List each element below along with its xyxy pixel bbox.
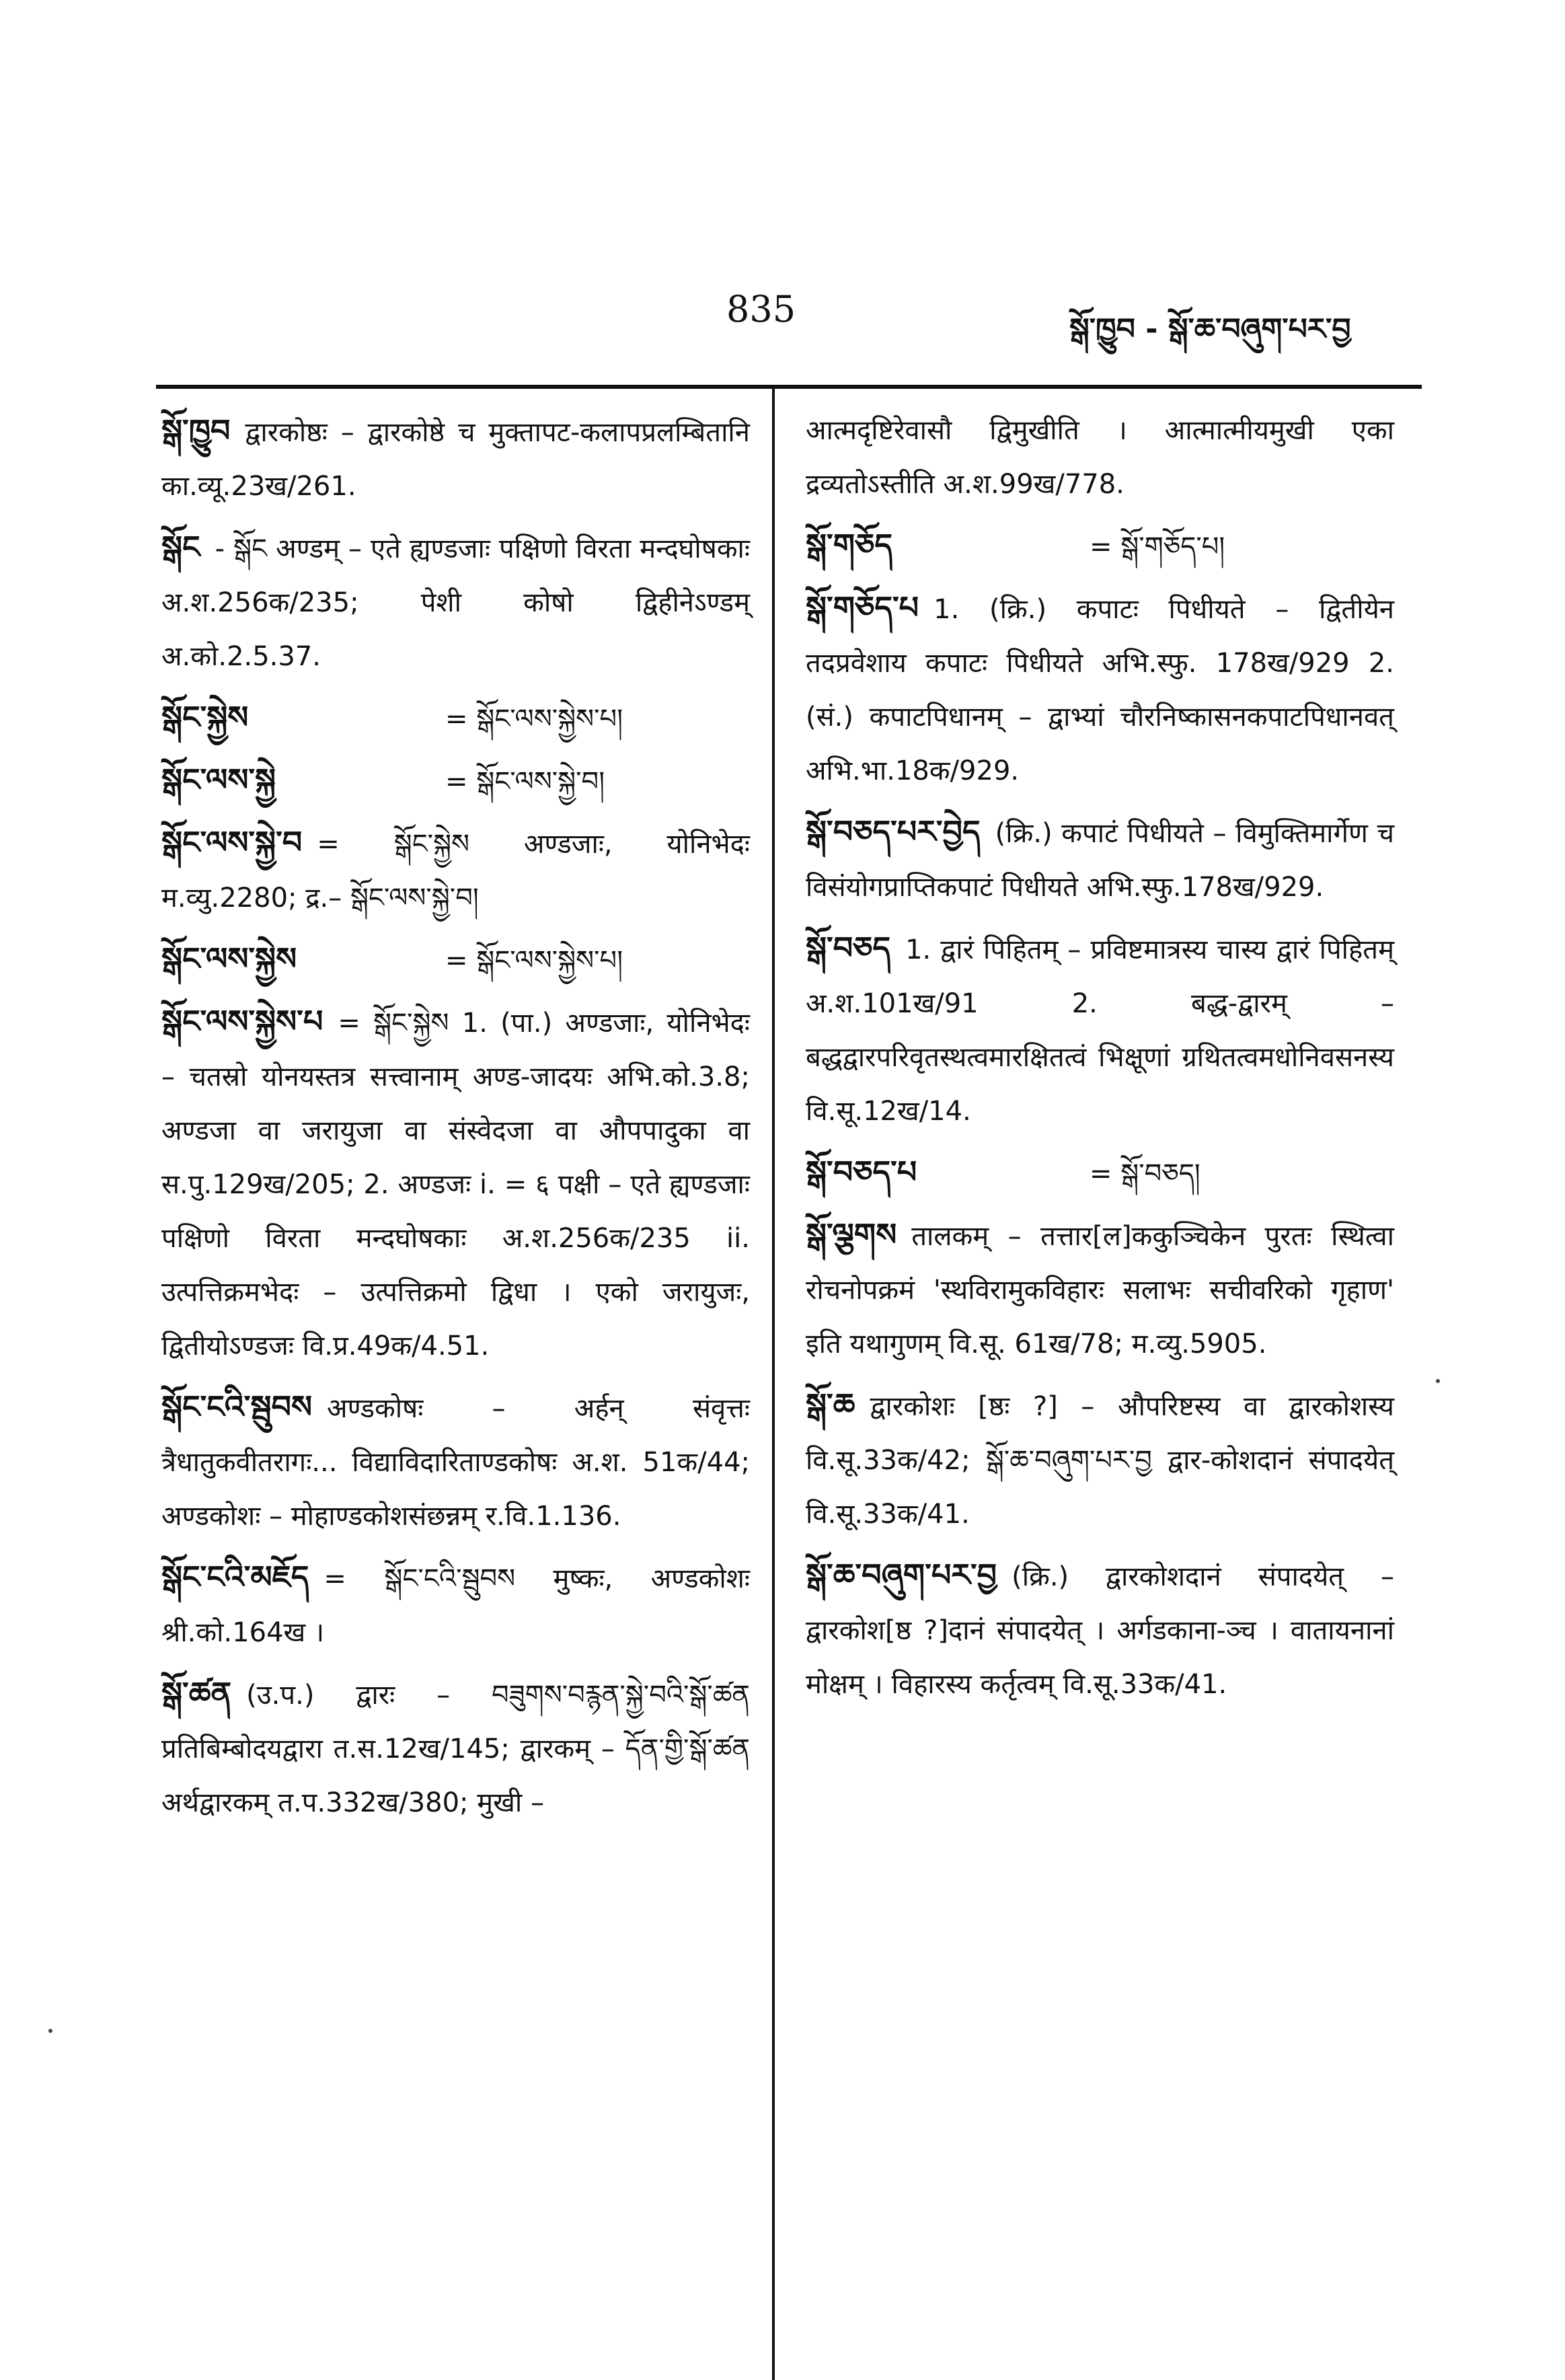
entry-definition: तालकम् – तत्तार[ल]ककुञ्चिकेन पुरतः स्थित्वा रोचनोपक्रमं 'स्थविरामुकविहारः सलाभः सचीवरिको गृहाण' इति यथागुणम् वि.सू. 61ख/78; म.व्यु.5905. xyxy=(806,1221,1394,1360)
dictionary-entry xyxy=(161,520,750,683)
dictionary-entry xyxy=(161,1666,750,1830)
entry-headword: སྒོ་ཆ་བཞུག་པར་བྱ xyxy=(806,1557,997,1593)
dictionary-entry xyxy=(806,581,1394,798)
dictionary-entry xyxy=(161,1380,750,1543)
entry-headword: སྒོང་ལས་སྐྱེས xyxy=(161,940,297,977)
dictionary-entry xyxy=(806,1145,1394,1201)
dictionary-entry xyxy=(806,1207,1394,1371)
dictionary-entry xyxy=(161,994,750,1373)
entry-headword: སྒོང་ལས་སྐྱེས་པ xyxy=(161,1003,323,1039)
entry-definition: 1. (क्रि.) कपाटः पिधीयते – द्वितीयेन तदप्रवेशाय कपाटः पिधीयते अभि.स्फु. 178ख/929 2. (सं.) कपाटपिधानम् – द्वाभ्यां चौरनिष्कासनकपाटपिधानवत् अभि.भा.18क/929. xyxy=(806,594,1394,786)
entry-definition: = སྒོང་ལས་སྐྱེ་བ། xyxy=(445,766,605,797)
entry-definition: अण्डकोषः – अर्हन् संवृत्तः त्रैधातुकवीतरागः... विद्याविदारिताण्डकोषः अ.श. 51क/44; अण्डकोशः – मोहाण्डकोशसंछन्नम् र.वि.1.136. xyxy=(161,1393,750,1532)
dictionary-entry xyxy=(161,815,750,925)
dictionary-entry xyxy=(161,1550,750,1660)
entry-definition: 1. द्वारं पिहितम् – प्रविष्टमात्रस्य चास्य द्वारं पिहितम् अ.श.101ख/91 2. बद्ध-द्वारम् – बद्धद्वारपरिवृतस्थत्वमारक्षितत्वं भिक्षूणां ग्रथितत्वमधोनिवसनस्य वि.सू.12ख/14. xyxy=(806,934,1394,1127)
entry-definition: = སྒོང་ལས་སྐྱེས་པ། xyxy=(445,945,623,976)
entry-definition: = སྒོང་ལས་སྐྱེས་པ། xyxy=(445,704,623,735)
dictionary-entry-continued xyxy=(806,404,1394,511)
entry-headword: སྒོ་ཆ xyxy=(806,1386,855,1423)
entry-headword: སྒོ་བཅད xyxy=(806,930,891,966)
margin-speck xyxy=(48,2029,52,2033)
entry-headword: སྒོ་གཅོད་པ xyxy=(806,589,919,626)
guide-words: སྒོ་ཁྱུབ - སྒོ་ཆ་བཞུག་པར་བྱ xyxy=(1069,312,1351,346)
entry-headword: སྒོ་གཅོད xyxy=(806,527,892,563)
entry-headword: སྒོང་ལས་སྐྱེ xyxy=(161,761,276,798)
entry-definition: = སྒོང་ངའི་སྦུབས मुष्कः, अण्डकोशः श्री.को.164ख । xyxy=(161,1563,750,1648)
entry-headword: སྒོ་ལྕགས xyxy=(806,1216,897,1253)
entry-definition: (क्रि.) कपाटं पिधीयते – विमुक्तिमार्गेण च विसंयोगप्राप्तिकपाटं पिधीयते अभि.स्फु.178ख/929. xyxy=(806,818,1394,903)
entry-definition: (क्रि.) द्वारकोशदानं संपादयेत् – द्वारकोश[ष्ठ ?]दानं संपादयेत् । अर्गडकाना-ञ्च । वातायनानां मोक्षम् । विहारस्य कर्तृत्वम् वि.सू.33क/41. xyxy=(806,1561,1394,1700)
entry-definition: = སྒོ་གཅོད་པ། xyxy=(1090,531,1225,562)
entry-definition: (उ.प.) द्वारः – བཟུགས་བརྙན་སྐྱེ་བའི་སྒོ་ཚན प्रतिबिम्बोदयद्वारा त.स.12ख/145; द्वारकम् – དོན་གྱི་སྒོ་ཚན अर्थद्वारकम् त.प.332ख/380; मुखी – xyxy=(161,1680,750,1818)
entry-headword: སྒོ་བཅད་པ xyxy=(806,1154,917,1190)
dictionary-entry xyxy=(161,932,750,988)
dictionary-entry xyxy=(806,1548,1394,1711)
dictionary-entry xyxy=(806,921,1394,1138)
left-column xyxy=(161,404,750,1836)
entry-definition: = སྒོང་སྐྱེས 1. (पा.) अण्डजाः, योनिभेदः – चतस्रो योनयस्तत्र सत्त्वानाम् अण्ड-जादयः अभि.को.3.8; अण्डजा वा जरायुजा वा संस्वेदजा वा औपपादुका वा स.पु.129ख/205; 2. अण्डजः i. = ६ पक्षी – एते ह्यण्डजाः पक्षिणो विरता मन्दघोषकाः अ.श.256क/235 ii. उत्पत्तिक्रमभेदः – उत्पत्तिक्रमो द्विधा । एको जरायुजः, द्वितीयोऽण्डजः वि.प्र.49क/4.51. xyxy=(161,1008,750,1362)
dictionary-entry xyxy=(161,753,750,809)
dictionary-entry xyxy=(806,1378,1394,1541)
entry-definition: - སྒོང अण्डम् – एते ह्यण्डजाः पक्षिणो विरता मन्दघोषकाः अ.श.256क/235; पेशी कोषो द्विहीनेऽण्डम् अ.को.2.5.37. xyxy=(161,533,750,672)
entry-headword: སྒོ་བཅད་པར་བྱེད xyxy=(806,813,981,850)
entry-definition: द्वारकोष्ठः – द्वारकोष्ठे च मुक्तापट-कलापप्रलम्बितानि का.व्यू.23ख/261. xyxy=(161,417,750,502)
dictionary-entry xyxy=(806,518,1394,574)
entry-definition: = སྒོ་བཅད། xyxy=(1090,1158,1200,1189)
entry-headword: སྒོ་ཚན xyxy=(161,1675,232,1711)
dictionary-entry xyxy=(161,404,750,513)
entry-headword: སྒོ་ཁྱུབ xyxy=(161,412,231,449)
dictionary-entry xyxy=(806,805,1394,914)
entry-headword: སྒོང xyxy=(161,529,200,565)
margin-speck xyxy=(1436,1379,1440,1383)
entry-definition: द्वारकोशः [ष्ठः ?] – औपरिष्टस्य वा द्वारकोशस्य वि.सू.33क/42; སྒོ་ཆ་བཞུག་པར་བྱ द्वार-कोशदानं संपादयेत् वि.सू.33क/41. xyxy=(806,1391,1394,1530)
entry-headword: སྒོང་ངའི་མཇོད xyxy=(161,1559,309,1595)
dictionary-entry xyxy=(161,690,750,746)
entry-definition: = སྒོང་སྐྱེས अण्डजाः, योनिभेदः म.व्यु.2280; द्र.– སྒོང་ལས་སྐྱེ་བ། xyxy=(161,829,750,914)
column-divider xyxy=(772,389,775,2380)
entry-definition: आत्मदृष्टिरेवासौ द्विमुखीति । आत्मात्मीयमुखी एका द्रव्यतोऽस्तीति अ.श.99ख/778. xyxy=(806,415,1395,500)
page-number: 835 xyxy=(726,288,796,330)
entry-headword: སྒོང་ངའི་སྦུབས xyxy=(161,1388,313,1425)
right-column xyxy=(806,404,1394,1718)
entry-headword: སྒོང་ལས་སྐྱེ་བ xyxy=(161,824,303,860)
entry-headword: སྒོང་སྐྱེས xyxy=(161,699,249,735)
header-rule xyxy=(156,385,1422,389)
